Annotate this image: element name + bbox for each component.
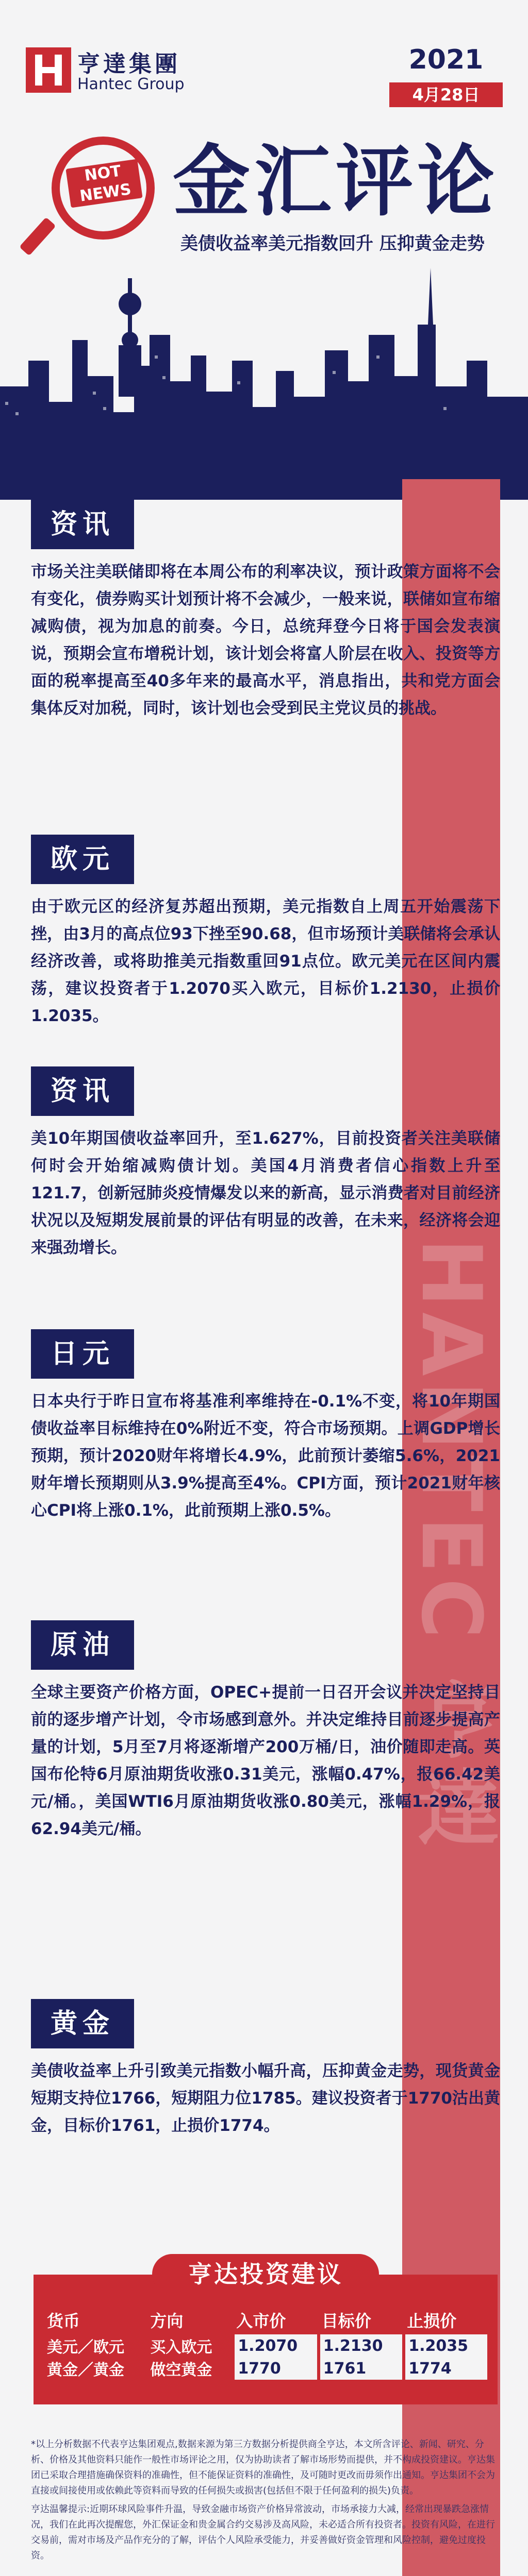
section-news-1: [31, 500, 500, 722]
col-direction: 方向: [150, 2311, 184, 2331]
section-jpy: [31, 1329, 500, 1524]
col-stop: 止损价: [407, 2311, 457, 2331]
section-eur: [31, 835, 500, 1030]
section-tag: 资讯: [31, 1066, 134, 1116]
section-text: 全球主要资产价格方面，OPEC+提前一日召开会议并决定坚持目前的逐步增产计划，令市场感到意外。并决定维持目前逐步提高产量的计划，5月至7月将逐渐增产200万桶/日，油价随即走高。英国布伦特6月原油期货收涨0.31美元，涨幅0.47%，报66.42美元/桶。，美国WTI6月原油期货收涨0.80美元，涨幅1.29%，报62.94美元/桶。: [31, 1683, 500, 1838]
magnifier-handle: [19, 217, 56, 256]
section-tag: 原油: [31, 1620, 134, 1670]
disclaimer: [31, 2437, 500, 2564]
section-news-2: [31, 1066, 500, 1262]
section-tag: 欧元: [31, 835, 134, 884]
col-target: 目标价: [321, 2311, 371, 2331]
header: [0, 0, 528, 500]
page-subtitle: 美债收益率美元指数回升 压抑黄金走势: [180, 233, 485, 254]
logo-en: Hantec Group: [77, 75, 185, 93]
cell-currency: 黄金／黄金: [47, 2361, 124, 2379]
not-news-badge: NOT NEWS: [65, 159, 142, 208]
investment-advice: [34, 2254, 498, 2409]
section-text: 由于欧元区的经济复苏超出预期，美元指数自上周五开始震荡下挫，由3月的高点位93下挫至90.68，但市场预计美联储将会承认经济改善，或将助推美元指数重回91点位。欧元美元在区间内震荡，建议投资者于1.2070买入欧元，目标价1.2130，止损价1.2035。: [31, 897, 500, 1025]
section-tag: 日元: [31, 1329, 134, 1379]
hantec-logo-icon: [26, 47, 71, 93]
section-text: 市场关注美联储即将在本周公布的利率决议，预计政策方面将不会有变化，债券购买计划预计将不会减少，一般来说，联储如宣布缩减购债，视为加息的前奏。今日，总统拜登今日将于国会发表演说，预期会宣布增税计划，该计划会将富人阶层在收入、投资等方面的税率提高至40多年来的最高水平，消息指出，共和党方面会集体反对加税，同时，该计划也会受到民主党议员的挑战。: [31, 563, 500, 718]
disclaimer-paragraph: *以上分析数据不代表亨达集团观点,数据来源为第三方数据分析提供商全亨达，本文所含评论、新闻、研究、分析、价格及其他资料只能作一般性市场评论之用，仅为协助读者了解市场形势而提供，并不构成投资建议。亨达集团已采取合理措施确保资料的准确性，但不能保证资料的准确性，及可随时更改而毋须作出通知。亨达集团不会为直接或间接使用或依赖此等资料而导致的任何损失或损害(包括但不限于任何盈利的损失)负责。: [31, 2439, 495, 2496]
col-currency: 货币: [47, 2311, 80, 2331]
table-header-row: [44, 2306, 487, 2334]
table-row: [44, 2334, 487, 2357]
table-row: [44, 2357, 487, 2380]
section-text: 美债收益率上升引致美元指数小幅升高，压抑黄金走势，现货黄金短期支持位1766，短期阻力位1785。建议投资者于1770沽出黄金，目标价1761，止损价1774。: [31, 2062, 500, 2135]
city-skyline-illustration: [0, 258, 528, 500]
col-entry: 入市价: [236, 2311, 286, 2331]
section-tag: 黄金: [31, 1999, 134, 2048]
cell-direction: 做空黄金: [150, 2361, 212, 2379]
ribbon-watermark: HANTEC 亨達: [403, 1238, 500, 1853]
section-text: 美10年期国债收益率回升，至1.627%，目前投资者关注美联储何时会开始缩减购债计划。美国4月消费者信心指数上升至121.7，创新冠肺炎疫情爆发以来的新高，显示消费者对目前经济状况以及短期发展前景的评估有明显的改善，在未来，经济将会迎来强劲增长。: [31, 1129, 500, 1257]
cell-target: 1.2130: [319, 2334, 404, 2357]
advice-table: [44, 2306, 487, 2380]
cell-stop: 1.2035: [404, 2334, 487, 2357]
logo-cn: 亨達集團: [77, 51, 180, 77]
section-tag: 资讯: [31, 500, 134, 549]
year: 2021: [408, 44, 484, 75]
section-oil: [31, 1620, 500, 1843]
date-badge: 4月28日: [389, 82, 503, 107]
page-title: 金汇评论: [173, 137, 499, 227]
risk-warning-paragraph: 亨达温馨提示:近期环球风险事件升温，导致金融市场资产价格异常波动，市场承接力大减，经常出现暴跌急涨情况，我们在此再次提醒您，外汇保证金和贵金属合约交易涉及高风险，未必适合所有投资者。投资有风险，在进行交易前，需对市场及产品作充分的了解，评估个人风险承受能力，并妥善做好资金管理和风险控制，避免过度投资。: [31, 2504, 495, 2561]
section-gold: [31, 1999, 500, 2140]
cell-target: 1761: [319, 2357, 404, 2380]
cell-stop: 1774: [404, 2357, 487, 2380]
section-text: 日本央行于昨日宣布将基准利率维持在-0.1%不变，将10年期国债收益率目标维持在0%附近不变，符合市场预期。上调GDP增长预期，预计2020财年将增长4.9%，此前预计萎缩5.6%，2021财年增长预期则从3.9%提高至4%。CPI方面，预计2021财年核心CPI将上涨0.1%，此前预期上涨0.5%。: [31, 1392, 500, 1520]
cell-entry: 1770: [233, 2357, 318, 2380]
cell-currency: 美元／欧元: [47, 2338, 124, 2357]
advice-title: 亨达投资建议: [152, 2254, 379, 2294]
cell-entry: 1.2070: [233, 2334, 318, 2357]
cell-direction: 买入欧元: [150, 2338, 212, 2357]
